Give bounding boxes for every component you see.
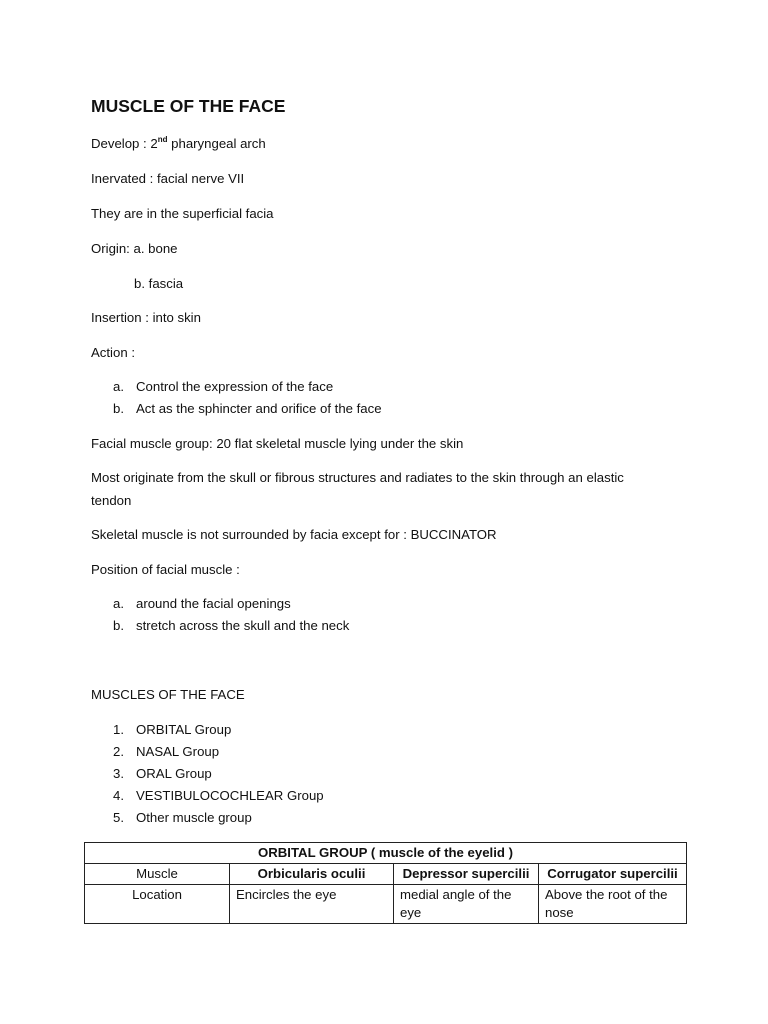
table-cell: Location <box>85 885 230 924</box>
develop-line <box>91 136 266 151</box>
position-item-marker: b. <box>113 618 124 633</box>
develop-prefix: Develop : 2 <box>91 136 158 151</box>
group-item-text: ORBITAL Group <box>136 722 232 737</box>
table-header-cell: Muscle <box>85 864 230 885</box>
group-item-text: Other muscle group <box>136 810 252 825</box>
action-item-marker: a. <box>113 379 124 394</box>
table-cell: medial angle of the eye <box>394 885 539 924</box>
action-item-text: Act as the sphincter and orifice of the face <box>136 401 382 416</box>
group-item-text: VESTIBULOCOCHLEAR Group <box>136 788 324 803</box>
group-item-marker: 2. <box>113 744 124 759</box>
inervated-line: Inervated : facial nerve VII <box>91 171 245 186</box>
originate-line-2: tendon <box>91 493 132 508</box>
develop-superscript: nd <box>157 135 168 144</box>
develop-suffix: pharyngeal arch <box>167 136 266 151</box>
position-heading: Position of facial muscle : <box>91 562 240 577</box>
table-header-cell: Orbicularis oculii <box>230 864 394 885</box>
page-title: MUSCLE OF THE FACE <box>91 96 286 116</box>
muscles-heading: MUSCLES OF THE FACE <box>91 687 245 702</box>
superficial-line: They are in the superficial facia <box>91 206 274 221</box>
group-item-marker: 3. <box>113 766 124 781</box>
originate-line-1: Most originate from the skull or fibrous structures and radiates to the skin through an elastic <box>91 470 624 485</box>
orbital-group-table <box>84 842 687 924</box>
table-header-row <box>85 864 687 885</box>
group-item-marker: 5. <box>113 810 124 825</box>
group-item-marker: 4. <box>113 788 124 803</box>
origin-b-line: b. fascia <box>134 276 184 291</box>
action-heading: Action : <box>91 345 135 360</box>
table-header-cell: Depressor supercilii <box>394 864 539 885</box>
action-item-text: Control the expression of the face <box>136 379 334 394</box>
position-item-text: stretch across the skull and the neck <box>136 618 350 633</box>
table-cell: Above the root of the nose <box>539 885 687 924</box>
table-caption-row <box>85 843 687 864</box>
insertion-line: Insertion : into skin <box>91 310 201 325</box>
table-row <box>85 885 687 924</box>
table-header-cell: Corrugator supercilii <box>539 864 687 885</box>
origin-a-line: Origin: a. bone <box>91 241 178 256</box>
group-item-text: ORAL Group <box>136 766 212 781</box>
group-item-text: NASAL Group <box>136 744 220 759</box>
group-item-marker: 1. <box>113 722 124 737</box>
table-caption: ORBITAL GROUP ( muscle of the eyelid ) <box>85 843 687 864</box>
facial-group-line: Facial muscle group: 20 flat skeletal muscle lying under the skin <box>91 436 464 451</box>
table-cell: Encircles the eye <box>230 885 394 924</box>
action-item-marker: b. <box>113 401 124 416</box>
position-item-text: around the facial openings <box>136 596 291 611</box>
position-item-marker: a. <box>113 596 124 611</box>
skeletal-line: Skeletal muscle is not surrounded by facia except for : BUCCINATOR <box>91 527 497 542</box>
